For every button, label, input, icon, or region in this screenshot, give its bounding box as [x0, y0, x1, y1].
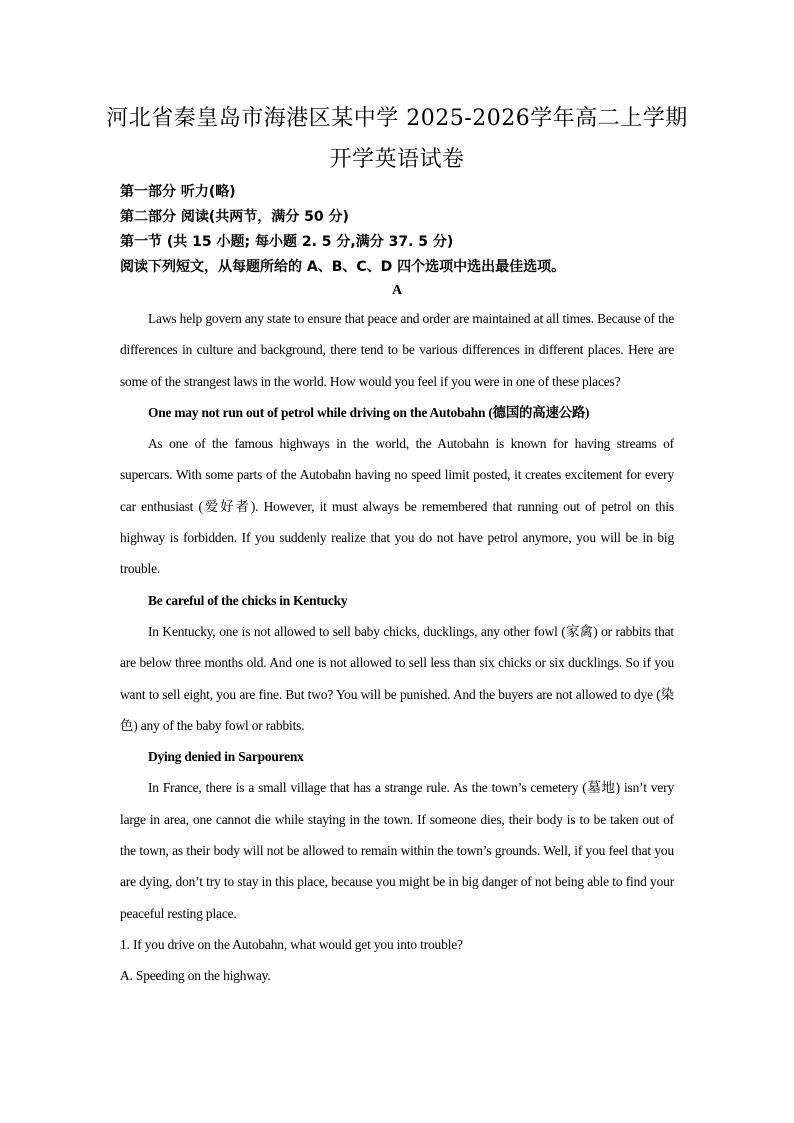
reading-instructions: 阅读下列短文，从每题所给的 A、B、C、D 四个选项中选出最佳选项。: [120, 259, 566, 275]
section-text-sarpourenx: In France, there is a small village that has a strange rule. As the town’s cemetery (墓地) isn’t very large in area, one cannot die while staying in the town. If someone dies, their body is to be taken out of the town, as their body will not be allowed to remain within the town’s grounds. Well, if you feel that you are dying, don’t try to stay in this place, because you might be in big danger of not being able to find your peaceful resting place.: [120, 780, 674, 921]
passage-letter: A: [391, 283, 403, 298]
exam-subtitle: 开学英语试卷: [329, 147, 465, 172]
section-heading-kentucky: Be careful of the chicks in Kentucky: [148, 592, 348, 608]
section-heading-autobahn: One may not run out of petrol while driving on the Autobahn (德国的高速公路): [148, 404, 590, 420]
part-two-heading: 第二部分 阅读(共两节，满分 50 分): [120, 209, 349, 225]
section-heading-sarpourenx: Dying denied in Sarpourenx: [148, 749, 304, 765]
section-text-autobahn: As one of the famous highways in the world, the Autobahn is known for having streams of supercars. With some parts of the Autobahn having no speed limit posted, it creates excitement for every car enthusiast (爱好者). However, it must always be remembered that running out of petrol on this highway is forbidden. If you suddenly realize that you do not have petrol anymore, you will be in big trouble.: [120, 436, 674, 577]
question-1: 1. If you drive on the Autobahn, what would get you into trouble?: [120, 936, 463, 952]
section-one-heading: 第一节 (共 15 小题; 每小题 2. 5 分,满分 37. 5 分): [120, 234, 454, 250]
instructions-block: [120, 180, 680, 280]
exam-title: 河北省秦皇岛市海港区某中学 2025-2026学年高二上学期: [106, 106, 688, 131]
intro-paragraph: Laws help govern any state to ensure that peace and order are maintained at all times. Because of the differences in culture and background, there tend to be various differences in different places. Here are some of the strangest laws in the world. How would you feel if you were in one of these places?: [120, 311, 674, 389]
passage-body: [120, 303, 674, 992]
section-text-kentucky: In Kentucky, one is not allowed to sell baby chicks, ducklings, any other fowl (家禽) or rabbits that are below three months old. And one is not allowed to sell less than six chicks or six ducklings. So if you want to sell eight, you are fine. But two? You will be punished. And the buyers are not allowed to dye (染色) any of the baby fowl or rabbits.: [120, 623, 674, 733]
part-one-heading: 第一部分 听力(略): [120, 184, 236, 200]
question-1-option-a: A. Speeding on the highway.: [120, 968, 271, 984]
